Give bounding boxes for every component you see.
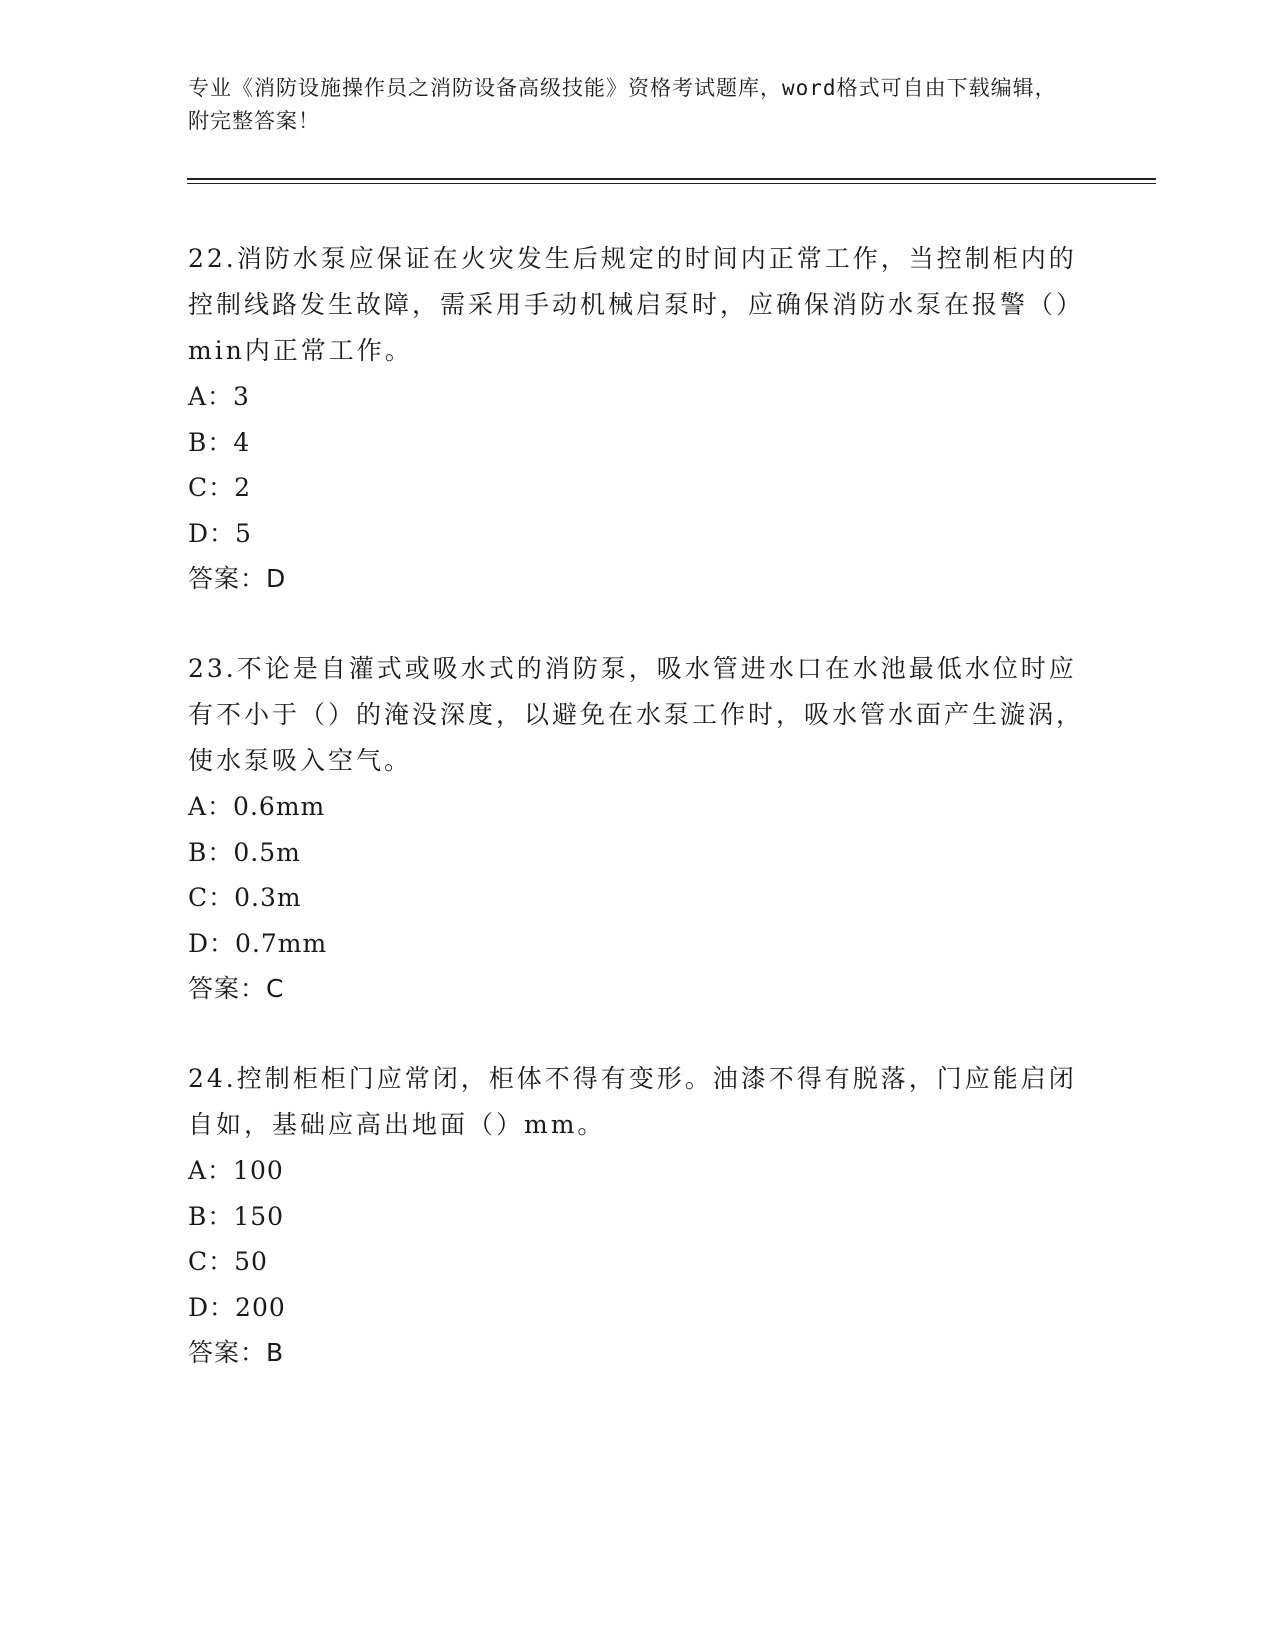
header-divider-thin	[187, 183, 1156, 184]
option-c: C：2	[188, 473, 252, 502]
question-stem: 24.控制柜柜门应常闭，柜体不得有变形。油漆不得有脱落，门应能启闭自如，基础应高出地面（）mm。	[188, 1064, 1077, 1139]
question-22	[188, 236, 1088, 602]
option-a: A：100	[188, 1156, 284, 1185]
question-stem: 23.不论是自灌式或吸水式的消防泵，吸水管进水口在水池最低水位时应有不小于（）的淹没深度，以避免在水泵工作时，吸水管水面产生漩涡，使水泵吸入空气。	[188, 654, 1085, 775]
option-b: B：0.5m	[188, 837, 301, 867]
option-c: C：0.3m	[188, 883, 302, 912]
option-d: D：200	[188, 1292, 286, 1322]
answer: 答案：B	[188, 1338, 285, 1367]
question-stem: 22.消防水泵应保证在火灾发生后规定的时间内正常工作，当控制柜内的控制线路发生故障，需采用手动机械启泵时，应确保消防水泵在报警（）min内正常工作。	[188, 244, 1085, 365]
option-d: D：5	[188, 518, 252, 548]
document-header: 专业《消防设施操作员之消防设备高级技能》资格考试题库，word格式可自由下载编辑，附完整答案！	[188, 76, 1057, 133]
question-23	[188, 646, 1088, 1012]
header-divider-thick	[187, 178, 1156, 180]
option-b: B：4	[188, 427, 251, 457]
question-24	[188, 1056, 1088, 1376]
option-b: B：150	[188, 1201, 285, 1231]
option-d: D：0.7mm	[188, 928, 328, 958]
option-a: A：0.6mm	[188, 792, 326, 821]
answer: 答案：D	[188, 564, 287, 593]
answer: 答案：C	[188, 974, 285, 1003]
option-c: C：50	[188, 1247, 268, 1276]
option-a: A：3	[188, 382, 250, 411]
